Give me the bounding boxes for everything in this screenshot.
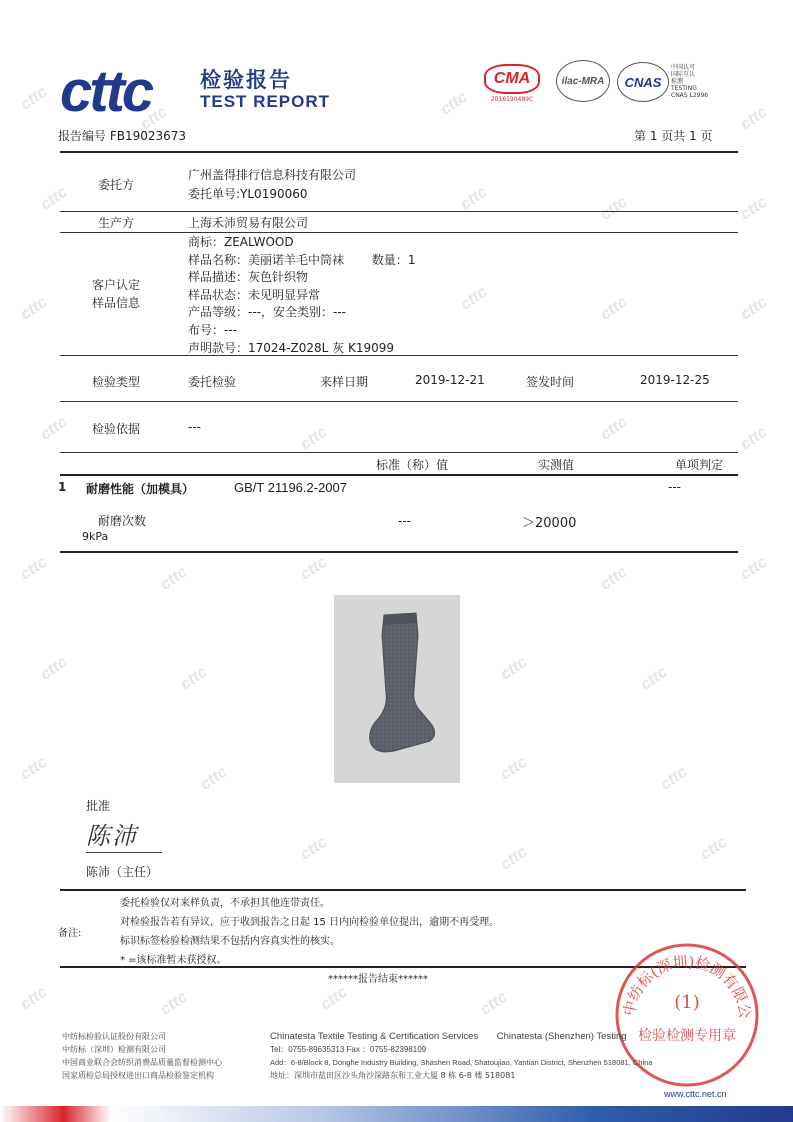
report-title-en: TEST REPORT — [200, 92, 331, 111]
col-header-standard: 标准（称）值 — [376, 458, 449, 472]
approval-label: 批准 — [86, 799, 111, 813]
note-item: 标识标签检验检测结果不包括内容真实性的核实。 — [120, 936, 340, 947]
row-divider — [60, 232, 738, 233]
footer-bar — [0, 1106, 793, 1122]
issued-date-label: 签发时间 — [526, 375, 575, 389]
note-item: 对检验报告若有异议，应于收到报告之日起 15 日内向检验单位提出，逾期不再受理。 — [120, 917, 500, 928]
report-end: ******报告结束****** — [328, 974, 428, 985]
cma-icon: CMA — [484, 64, 540, 94]
signer-name: 陈沛（主任） — [86, 865, 159, 879]
notes-label: 备注: — [58, 928, 82, 939]
manufacturer-label: 生产方 — [98, 216, 135, 230]
result-item-name: 耐磨性能（加模具） — [86, 482, 195, 496]
result-sub-condition: 9kPa — [82, 530, 109, 543]
cma-mark — [484, 64, 544, 104]
sample-brand: 商标：ZEALWOOD — [188, 235, 294, 249]
note-item: * =该标准暂未获授权。 — [120, 955, 227, 966]
report-title-cn: 检验报告 — [200, 68, 292, 92]
website-link[interactable]: www.cttc.net.cn — [664, 1089, 727, 1099]
notes-list — [120, 894, 499, 970]
svg-text:(1): (1) — [674, 992, 700, 1013]
footer-contact: Chinatesta Textile Testing & Certification Services Chinatesta (Shenzhen) Testing Tel：0755-89635313 Fax ：0755-82398109 Add：6-8/Block 8, Donghe Industry Building, Shashen Road, Shatoujiao, Yantian District, Shenzhen 518081, China 地址：深圳市盐田区沙头角沙深路东和工业大厦 8 栋 6-8 楼 518081 — [270, 1030, 740, 1082]
signature-text: 陈沛 — [86, 822, 138, 850]
client-name: 广州盖得排行信息科技有限公司 — [188, 168, 357, 182]
client-order-no: 委托单号:YL0190060 — [188, 187, 308, 201]
sample-grade: 产品等级：---，安全类别：--- — [188, 305, 346, 320]
note-item: 委托检验仅对来样负责，不承担其他连带责任。 — [120, 898, 330, 909]
result-sub-name: 耐磨次数 — [98, 514, 147, 528]
sample-desc: 样品描述：灰色针织物 — [188, 270, 309, 285]
report-title — [200, 68, 330, 112]
col-header-verdict: 单项判定 — [675, 458, 724, 472]
cnas-side-text: 中国认可 国际互认 检测 TESTING CNAS L2996 — [671, 64, 709, 99]
received-date-value: 2019-12-21 — [415, 373, 485, 387]
manufacturer-name: 上海禾沛贸易有限公司 — [188, 216, 309, 230]
row-divider — [60, 355, 738, 356]
footer-orgs: 中纺标检验认证股份有限公司 中纺标（深圳）检测有限公司 中国商业联合会纺织消费品质量监督检测中心 国家质检总局授权进出口商品检验鉴定机构 — [62, 1032, 222, 1080]
sample-quantity: 数量：1 — [371, 252, 416, 267]
result-item-standard: GB/T 21196.2-2007 — [234, 480, 347, 495]
table-header-divider — [60, 474, 738, 476]
signature-image — [86, 816, 166, 852]
svg-text:中纺标(深圳)检测有限公司: 中纺标(深圳)检测有限公 — [619, 952, 755, 1020]
client-label: 委托方 — [98, 178, 135, 192]
svg-text:检验检测专用章: 检验检测专用章 — [638, 1028, 736, 1044]
sample-info — [188, 234, 415, 357]
result-sub-standard: --- — [398, 514, 411, 528]
header-divider — [60, 151, 738, 153]
row-divider — [60, 452, 738, 453]
sample-name: 样品名称：美丽诺羊毛中筒袜 — [188, 252, 345, 267]
result-item-verdict: --- — [668, 480, 681, 494]
ilac-mra-icon: ilac-MRA — [556, 60, 610, 102]
row-divider — [60, 401, 738, 402]
cnas-icon: CNAS — [617, 62, 669, 102]
basis-value: --- — [188, 420, 201, 434]
cttc-logo — [60, 58, 152, 124]
sample-style-no: 声明款号：17024-Z028L 灰 K19099 — [188, 340, 394, 355]
result-item-no: 1 — [58, 480, 67, 494]
sock-image — [334, 595, 460, 783]
logo-wordmark: cttc — [60, 59, 152, 124]
sample-state: 样品状态：未见明显异常 — [188, 287, 321, 302]
footer-company-row: Chinatesta Textile Testing & Certification Services Chinatesta (Shenzhen) Testing — [270, 1031, 627, 1042]
col-header-measured: 实测值 — [538, 458, 575, 472]
report-number: 报告编号 FB19023673 — [58, 129, 187, 143]
basis-label: 检验依据 — [92, 422, 141, 436]
page-info: 第 1 页共 1 页 — [634, 129, 713, 143]
received-date-label: 来样日期 — [320, 375, 369, 389]
table-bottom-divider — [60, 551, 738, 553]
inspection-type-value: 委托检验 — [188, 375, 237, 389]
sample-label: 客户认定 样品信息 — [92, 278, 141, 310]
sample-fabric-no: 布号：--- — [188, 322, 237, 337]
signature-line — [86, 852, 162, 853]
inspection-type-label: 检验类型 — [92, 375, 141, 389]
sample-name-row — [188, 252, 415, 270]
row-divider — [60, 211, 738, 212]
result-sub-measured: ＞20000 — [522, 516, 577, 531]
notes-top-divider — [60, 889, 746, 891]
cma-number: 201619048​9C — [490, 96, 534, 103]
issued-date-value: 2019-12-25 — [640, 373, 710, 387]
sample-photo — [334, 595, 460, 783]
